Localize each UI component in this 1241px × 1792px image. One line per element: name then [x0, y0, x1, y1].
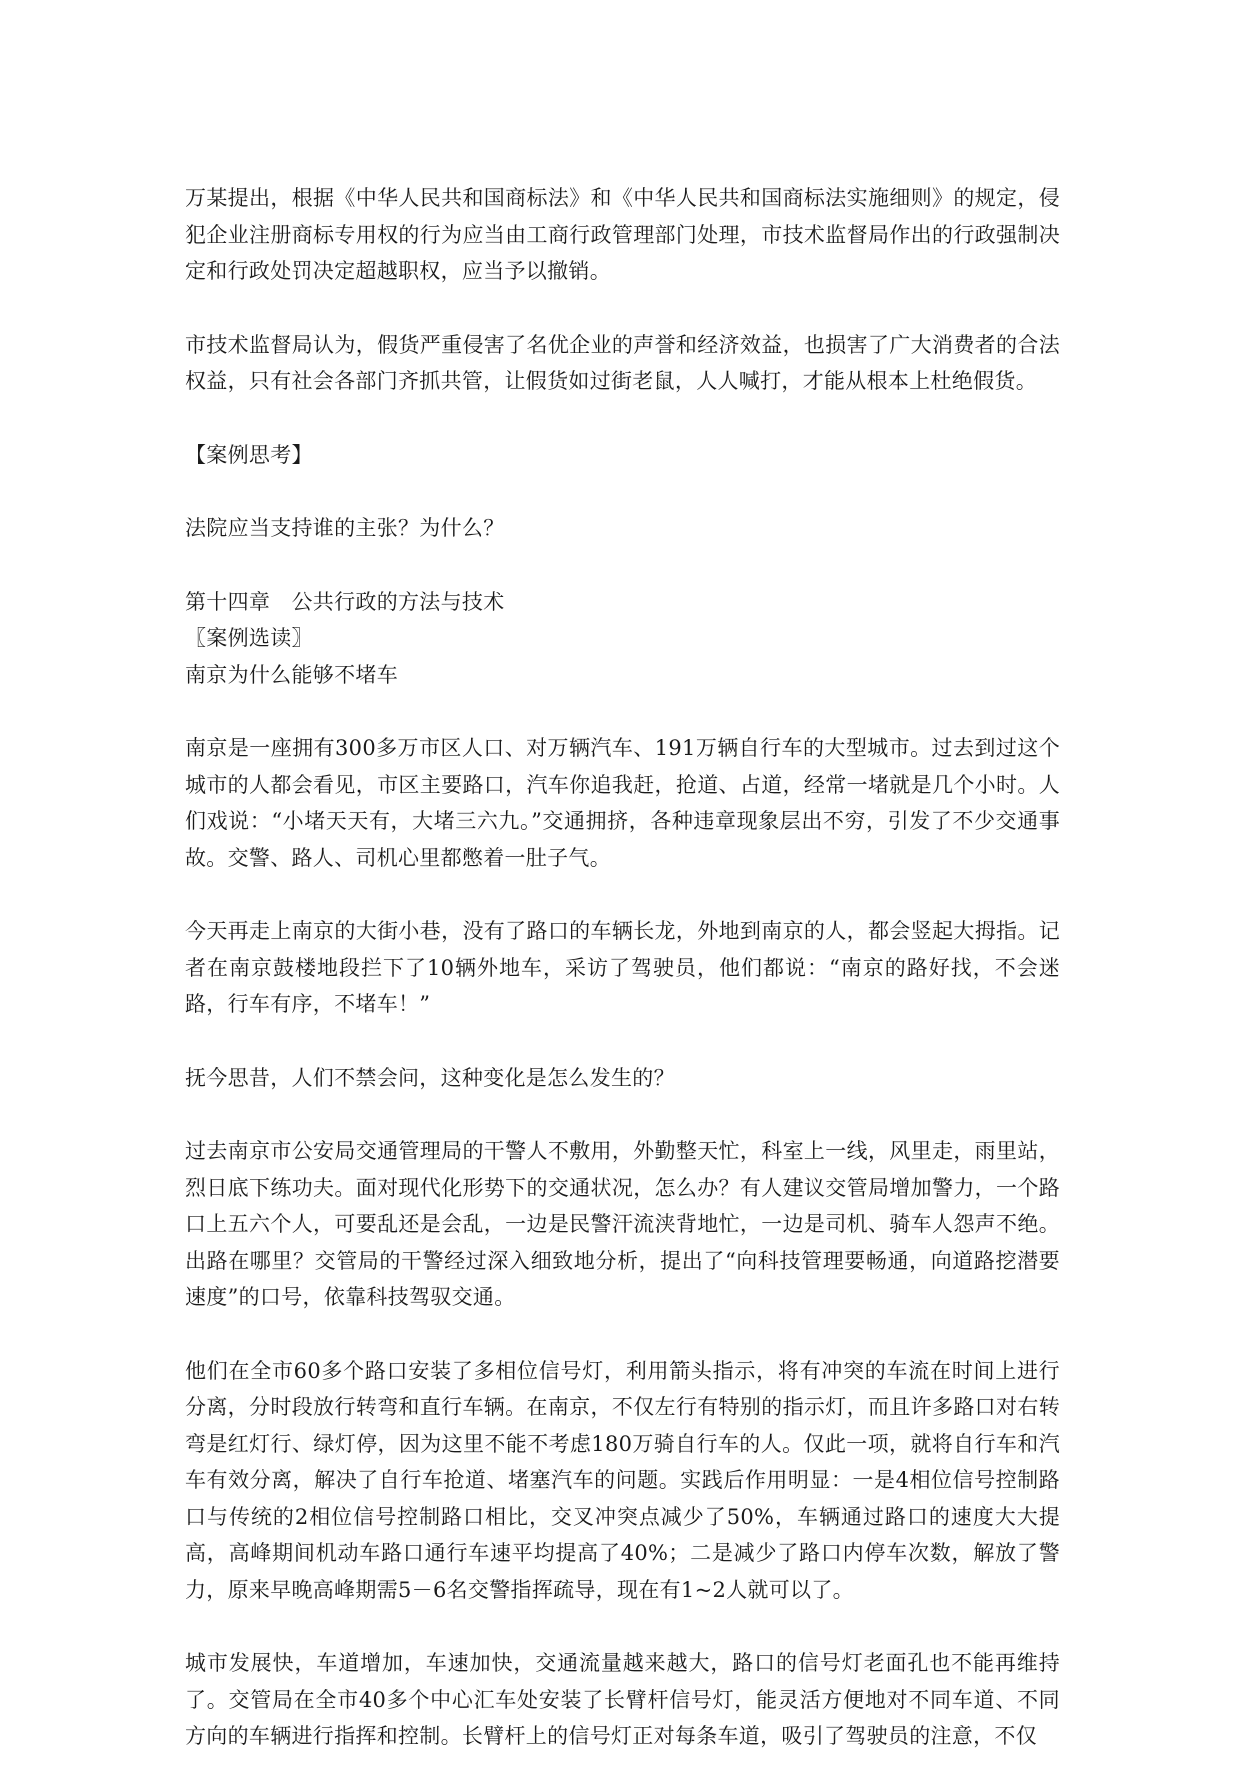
- chapter-header-block: [185, 584, 1060, 694]
- case-question: 法院应当支持谁的主张？为什么？: [185, 516, 505, 540]
- paragraph-long-arm-signals: 城市发展快，车道增加，车速加快，交通流量越来越大，路口的信号灯老面孔也不能再维持了。交管局在全市40多个中心汇车处安装了长臂杆信号灯，能灵活方便地对不同车道、不同方向的车辆进行指挥和控制。长臂杆上的信号灯正对每条车道，吸引了驾驶员的注意，不仅: [185, 1651, 1060, 1748]
- case-thinking-heading: 【案例思考】: [185, 442, 313, 467]
- chapter-title: 第十四章 公共行政的方法与技术: [185, 589, 505, 614]
- case-reading-label: 〖案例选读〗: [185, 626, 313, 650]
- document-body: [185, 180, 1060, 1792]
- paragraph-nanjing-intro: 南京是一座拥有300多万市区人口、对万辆汽车、191万辆自行车的大型城市。过去到过这个城市的人都会看见，市区主要路口，汽车你追我赶，抢道、占道，经常一堵就是几个小时。人们戏说：“小堵天天有，大堵三六九。”交通拥挤，各种违章现象层出不穷，引发了不少交通事故。交警、路人、司机心里都憋着一肚子气。: [185, 736, 1060, 870]
- paragraph-bureau-view: 市技术监督局认为，假货严重侵害了名优企业的声誉和经济效益，也损害了广大消费者的合法权益，只有社会各部门齐抓共管，让假货如过街老鼠，人人喊打，才能从根本上杜绝假货。: [185, 332, 1060, 393]
- case-title: 南京为什么能够不堵车: [185, 662, 398, 687]
- paragraph-past-police: 过去南京市公安局交通管理局的干警人不敷用，外勤整天忙，科室上一线，风里走，雨里站，烈日底下练功夫。面对现代化形势下的交通状况，怎么办？有人建议交管局增加警力，一个路口上五六个人，可要乱还是会乱，一边是民警汗流浃背地忙，一边是司机、骑车人怨声不绝。出路在哪里？交管局的干警经过深入细致地分析，提出了“向科技管理要畅通，向道路挖潜要速度”的口号，依靠科技驾驭交通。: [185, 1139, 1060, 1309]
- paragraph-question: 抚今思昔，人们不禁会问，这种变化是怎么发生的？: [185, 1065, 675, 1090]
- paragraph-today: 今天再走上南京的大街小巷，没有了路口的车辆长龙，外地到南京的人，都会竖起大拇指。记者在南京鼓楼地段拦下了10辆外地车，采访了驾驶员，他们都说：“南京的路好找，不会迷路，行车有序，不堵车！”: [185, 919, 1060, 1016]
- paragraph-wan-claim: 万某提出，根据《中华人民共和国商标法》和《中华人民共和国商标法实施细则》的规定，侵犯企业注册商标专用权的行为应当由工商行政管理部门处理，市技术监督局作出的行政强制决定和行政处罚决定超越职权，应当予以撤销。: [185, 186, 1060, 283]
- paragraph-multiphase-signals: 他们在全市60多个路口安装了多相位信号灯，利用箭头指示，将有冲突的车流在时间上进行分离，分时段放行转弯和直行车辆。在南京，不仅左行有特别的指示灯，而且许多路口对右转弯是红灯行、绿灯停，因为这里不能不考虑180万骑自行车的人。仅此一项，就将自行车和汽车有效分离，解决了自行车抢道、堵塞汽车的问题。实践后作用明显：一是4相位信号控制路口与传统的2相位信号控制路口相比，交叉冲突点减少了50%，车辆通过路口的速度大大提高，高峰期间机动车路口通行车速平均提高了40%；二是减少了路口内停车次数，解放了警力，原来早晚高峰期需5－6名交警指挥疏导，现在有1~2人就可以了。: [185, 1358, 1060, 1602]
